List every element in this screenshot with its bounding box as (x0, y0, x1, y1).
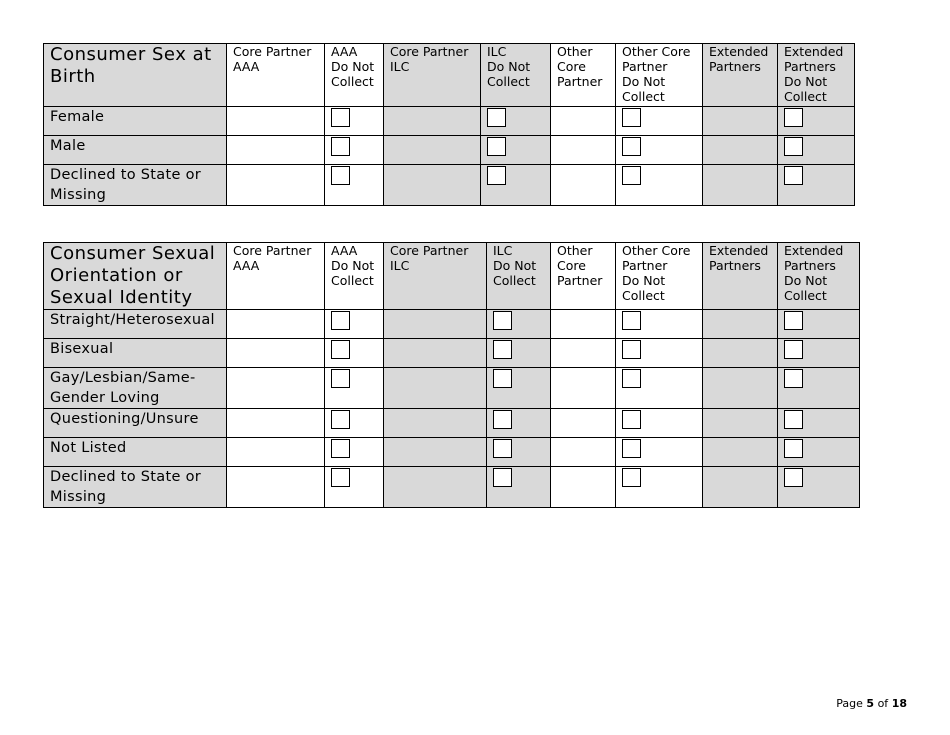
row-label: Female (44, 107, 227, 136)
aaa-do-not-collect-checkbox[interactable] (331, 311, 350, 330)
cell-ilc-do-not-collect (481, 165, 551, 206)
cell-other-core-do-not-collect (616, 409, 703, 438)
cell-core-partner-aaa (227, 368, 325, 409)
table-row (44, 339, 860, 368)
col-core-partner-aaa: Core Partner AAA (227, 44, 325, 107)
cell-aaa-do-not-collect (325, 107, 384, 136)
other-core-do-not-collect-checkbox[interactable] (622, 439, 641, 458)
cell-ilc-do-not-collect (487, 368, 551, 409)
page-current: 5 (866, 697, 875, 710)
page-prefix: Page (836, 697, 863, 710)
col-extended-partners: Extended Partners (703, 243, 778, 310)
col-ilc-do-not-collect: ILC Do Not Collect (487, 243, 551, 310)
cell-core-partner-ilc (384, 165, 481, 206)
cell-aaa-do-not-collect (325, 467, 384, 508)
page-total: 18 (891, 697, 907, 710)
cell-core-partner-aaa (227, 438, 325, 467)
cell-extended-do-not-collect (778, 339, 860, 368)
cell-extended-partners (703, 368, 778, 409)
cell-ilc-do-not-collect (481, 136, 551, 165)
col-core-partner-ilc: Core Partner ILC (384, 44, 481, 107)
row-label: Questioning/Unsure (44, 409, 227, 438)
cell-extended-partners (703, 339, 778, 368)
table-row (44, 368, 860, 409)
extended-do-not-collect-checkbox[interactable] (784, 369, 803, 388)
cell-other-core-do-not-collect (616, 136, 703, 165)
cell-extended-do-not-collect (778, 409, 860, 438)
table-row (44, 467, 860, 508)
cell-aaa-do-not-collect (325, 165, 384, 206)
cell-aaa-do-not-collect (325, 136, 384, 165)
other-core-do-not-collect-checkbox[interactable] (622, 410, 641, 429)
page-number (836, 697, 907, 710)
cell-core-partner-ilc (384, 136, 481, 165)
table-row (44, 165, 855, 206)
aaa-do-not-collect-checkbox[interactable] (331, 108, 350, 127)
cell-core-partner-ilc (384, 339, 487, 368)
cell-core-partner-aaa (227, 310, 325, 339)
cell-ilc-do-not-collect (487, 310, 551, 339)
cell-other-core-partner (551, 107, 616, 136)
page-of: of (877, 697, 889, 710)
ilc-do-not-collect-checkbox[interactable] (493, 369, 512, 388)
other-core-do-not-collect-checkbox[interactable] (622, 166, 641, 185)
cell-other-core-do-not-collect (616, 310, 703, 339)
cell-core-partner-ilc (384, 310, 487, 339)
table-title: Consumer Sexual Orientation or Sexual Identity (44, 243, 227, 310)
aaa-do-not-collect-checkbox[interactable] (331, 439, 350, 458)
col-other-core-partner-do-not-collect: Other Core Partner Do Not Collect (616, 243, 703, 310)
cell-other-core-partner (551, 467, 616, 508)
extended-do-not-collect-checkbox[interactable] (784, 137, 803, 156)
ilc-do-not-collect-checkbox[interactable] (493, 311, 512, 330)
table-header-row (44, 44, 855, 107)
cell-other-core-do-not-collect (616, 165, 703, 206)
table-row (44, 438, 860, 467)
col-aaa-do-not-collect: AAA Do Not Collect (325, 44, 384, 107)
col-other-core-partner-do-not-collect: Other Core Partner Do Not Collect (616, 44, 703, 107)
cell-aaa-do-not-collect (325, 409, 384, 438)
aaa-do-not-collect-checkbox[interactable] (331, 166, 350, 185)
sexual-orientation-table (43, 242, 860, 508)
extended-do-not-collect-checkbox[interactable] (784, 340, 803, 359)
cell-other-core-partner (551, 409, 616, 438)
table-header-row (44, 243, 860, 310)
table-row (44, 136, 855, 165)
cell-aaa-do-not-collect (325, 438, 384, 467)
other-core-do-not-collect-checkbox[interactable] (622, 340, 641, 359)
cell-core-partner-aaa (227, 107, 325, 136)
cell-extended-do-not-collect (778, 136, 855, 165)
cell-ilc-do-not-collect (487, 467, 551, 508)
cell-extended-do-not-collect (778, 438, 860, 467)
table-row (44, 409, 860, 438)
aaa-do-not-collect-checkbox[interactable] (331, 468, 350, 487)
extended-do-not-collect-checkbox[interactable] (784, 410, 803, 429)
extended-do-not-collect-checkbox[interactable] (784, 166, 803, 185)
aaa-do-not-collect-checkbox[interactable] (331, 340, 350, 359)
col-extended-partners: Extended Partners (703, 44, 778, 107)
col-other-core-partner: Other Core Partner (551, 243, 616, 310)
cell-core-partner-aaa (227, 136, 325, 165)
cell-ilc-do-not-collect (487, 409, 551, 438)
cell-core-partner-aaa (227, 165, 325, 206)
extended-do-not-collect-checkbox[interactable] (784, 311, 803, 330)
other-core-do-not-collect-checkbox[interactable] (622, 137, 641, 156)
other-core-do-not-collect-checkbox[interactable] (622, 468, 641, 487)
ilc-do-not-collect-checkbox[interactable] (493, 340, 512, 359)
col-other-core-partner: Other Core Partner (551, 44, 616, 107)
aaa-do-not-collect-checkbox[interactable] (331, 369, 350, 388)
cell-extended-do-not-collect (778, 165, 855, 206)
cell-core-partner-ilc (384, 467, 487, 508)
aaa-do-not-collect-checkbox[interactable] (331, 137, 350, 156)
cell-other-core-partner (551, 310, 616, 339)
cell-aaa-do-not-collect (325, 368, 384, 409)
cell-other-core-do-not-collect (616, 467, 703, 508)
cell-extended-do-not-collect (778, 310, 860, 339)
row-label: Not Listed (44, 438, 227, 467)
cell-extended-partners (703, 438, 778, 467)
ilc-do-not-collect-checkbox[interactable] (487, 166, 506, 185)
col-extended-partners-do-not-collect: Extended Partners Do Not Collect (778, 243, 860, 310)
col-ilc-do-not-collect: ILC Do Not Collect (481, 44, 551, 107)
cell-other-core-partner (551, 136, 616, 165)
cell-extended-do-not-collect (778, 467, 860, 508)
ilc-do-not-collect-checkbox[interactable] (487, 137, 506, 156)
ilc-do-not-collect-checkbox[interactable] (487, 108, 506, 127)
other-core-do-not-collect-checkbox[interactable] (622, 369, 641, 388)
cell-extended-partners (703, 165, 778, 206)
col-aaa-do-not-collect: AAA Do Not Collect (325, 243, 384, 310)
cell-other-core-do-not-collect (616, 368, 703, 409)
cell-other-core-do-not-collect (616, 339, 703, 368)
row-label: Bisexual (44, 339, 227, 368)
cell-other-core-do-not-collect (616, 438, 703, 467)
cell-core-partner-ilc (384, 368, 487, 409)
cell-other-core-partner (551, 339, 616, 368)
ilc-do-not-collect-checkbox[interactable] (493, 468, 512, 487)
extended-do-not-collect-checkbox[interactable] (784, 108, 803, 127)
cell-extended-do-not-collect (778, 368, 860, 409)
cell-core-partner-aaa (227, 339, 325, 368)
cell-extended-partners (703, 409, 778, 438)
cell-extended-partners (703, 107, 778, 136)
cell-core-partner-ilc (384, 438, 487, 467)
aaa-do-not-collect-checkbox[interactable] (331, 410, 350, 429)
table-title: Consumer Sex at Birth (44, 44, 227, 107)
cell-core-partner-ilc (384, 107, 481, 136)
row-label: Declined to State or Missing (44, 165, 227, 206)
ilc-do-not-collect-checkbox[interactable] (493, 410, 512, 429)
sex-at-birth-table (43, 43, 855, 206)
cell-other-core-partner (551, 368, 616, 409)
table-row (44, 107, 855, 136)
cell-core-partner-aaa (227, 467, 325, 508)
cell-other-core-partner (551, 438, 616, 467)
cell-extended-do-not-collect (778, 107, 855, 136)
table-row (44, 310, 860, 339)
cell-aaa-do-not-collect (325, 310, 384, 339)
col-extended-partners-do-not-collect: Extended Partners Do Not Collect (778, 44, 855, 107)
col-core-partner-ilc: Core Partner ILC (384, 243, 487, 310)
row-label: Declined to State or Missing (44, 467, 227, 508)
cell-extended-partners (703, 467, 778, 508)
row-label: Male (44, 136, 227, 165)
cell-core-partner-ilc (384, 409, 487, 438)
cell-aaa-do-not-collect (325, 339, 384, 368)
col-core-partner-aaa: Core Partner AAA (227, 243, 325, 310)
cell-ilc-do-not-collect (481, 107, 551, 136)
extended-do-not-collect-checkbox[interactable] (784, 439, 803, 458)
row-label: Straight/Heterosexual (44, 310, 227, 339)
row-label: Gay/Lesbian/Same-Gender Loving (44, 368, 227, 409)
cell-core-partner-aaa (227, 409, 325, 438)
cell-ilc-do-not-collect (487, 438, 551, 467)
cell-ilc-do-not-collect (487, 339, 551, 368)
other-core-do-not-collect-checkbox[interactable] (622, 311, 641, 330)
cell-extended-partners (703, 136, 778, 165)
cell-extended-partners (703, 310, 778, 339)
extended-do-not-collect-checkbox[interactable] (784, 468, 803, 487)
cell-other-core-do-not-collect (616, 107, 703, 136)
other-core-do-not-collect-checkbox[interactable] (622, 108, 641, 127)
ilc-do-not-collect-checkbox[interactable] (493, 439, 512, 458)
cell-other-core-partner (551, 165, 616, 206)
